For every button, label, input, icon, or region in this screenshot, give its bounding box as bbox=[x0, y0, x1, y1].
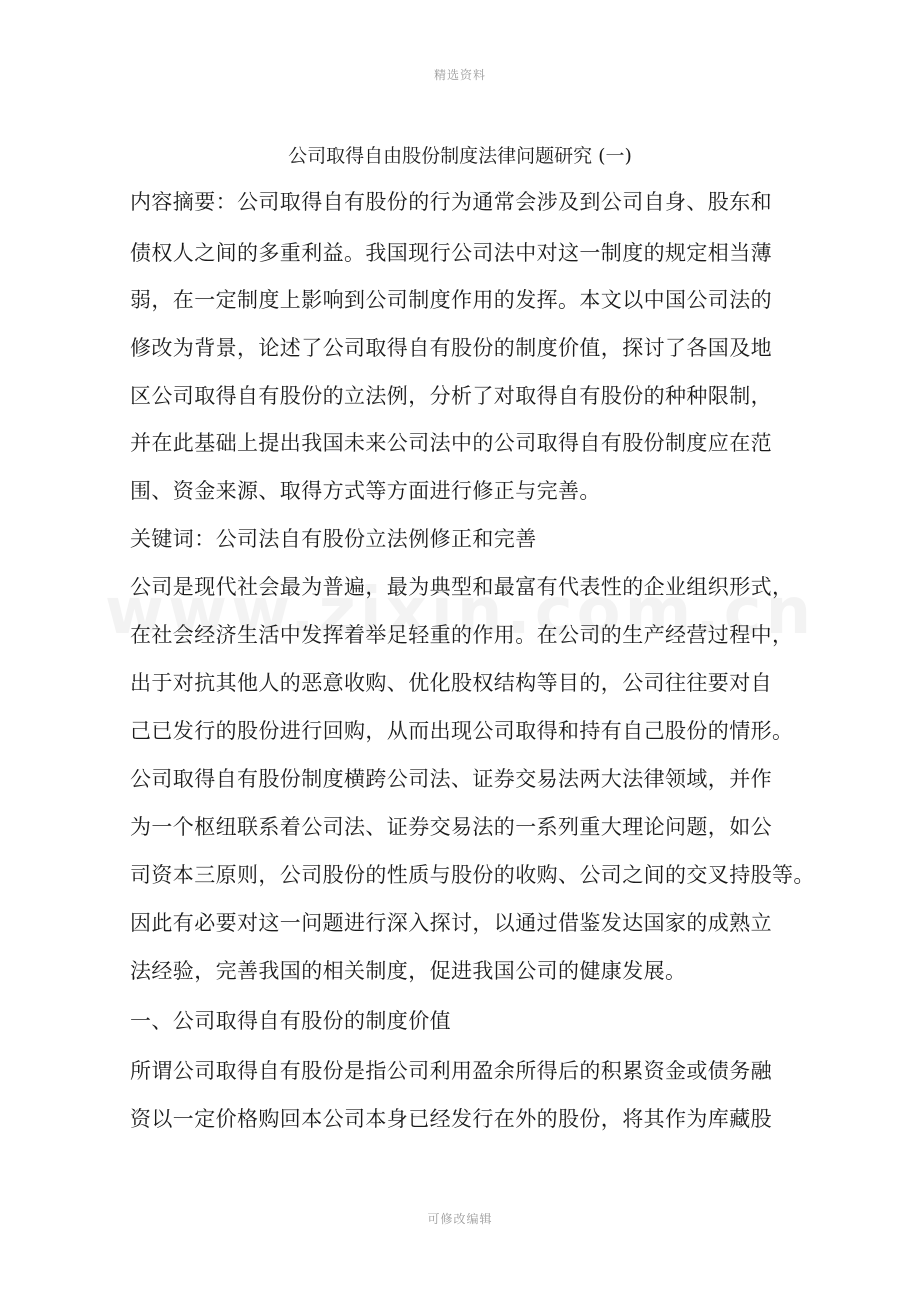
body-line: 债权人之间的多重利益。我国现行公司法中对这一制度的规定相当薄 bbox=[130, 241, 772, 265]
body-line: 修改为背景，论述了公司取得自有股份的制度价值，探讨了各国及地 bbox=[130, 336, 772, 360]
page-footer-note: 可修改编辑 bbox=[427, 1212, 493, 1226]
body-line: 因此有必要对这一问题进行深入探讨，以通过借鉴发达国家的成熟立 bbox=[130, 911, 772, 935]
keywords-line: 关键词：公司法自有股份立法例修正和完善 bbox=[130, 527, 537, 551]
body-line: 在社会经济生活中发挥着举足轻重的作用。在公司的生产经营过程中， bbox=[130, 623, 794, 647]
document-title: 公司取得自由股份制度法律问题研究 (一) bbox=[288, 145, 632, 167]
body-line: 区公司取得自有股份的立法例，分析了对取得自有股份的种种限制， bbox=[130, 384, 772, 408]
body-line: 公司是现代社会最为普遍，最为典型和最富有代表性的企业组织形式， bbox=[130, 575, 794, 599]
body-line: 内容摘要：公司取得自有股份的行为通常会涉及到公司自身、股东和 bbox=[130, 190, 772, 214]
body-line: 公司取得自有股份制度横跨公司法、证券交易法两大法律领域，并作 bbox=[130, 767, 772, 791]
section-heading: 一、公司取得自有股份的制度价值 bbox=[130, 1009, 451, 1033]
body-line: 围、资金来源、取得方式等方面进行修正与完善。 bbox=[130, 479, 601, 503]
body-line: 弱，在一定制度上影响到公司制度作用的发挥。本文以中国公司法的 bbox=[130, 288, 772, 312]
body-line: 司资本三原则，公司股份的性质与股份的收购、公司之间的交叉持股等。 bbox=[130, 863, 815, 887]
body-line: 并在此基础上提出我国未来公司法中的公司取得自有股份制度应在范 bbox=[130, 431, 772, 455]
body-line: 己已发行的股份进行回购，从而出现公司取得和持有自己股份的情形。 bbox=[130, 719, 794, 743]
body-line: 出于对抗其他人的恶意收购、优化股权结构等目的，公司往往要对自 bbox=[130, 671, 772, 695]
body-line: 为一个枢纽联系着公司法、证券交易法的一系列重大理论问题，如公 bbox=[130, 815, 772, 839]
page-header-note: 精选资料 bbox=[433, 68, 486, 82]
body-line: 所谓公司取得自有股份是指公司利用盈余所得后的积累资金或债务融 bbox=[130, 1059, 772, 1083]
body-line: 法经验，完善我国的相关制度，促进我国公司的健康发展。 bbox=[130, 959, 687, 983]
body-line: 资以一定价格购回本公司本身已经发行在外的股份，将其作为库藏股 bbox=[130, 1107, 772, 1131]
